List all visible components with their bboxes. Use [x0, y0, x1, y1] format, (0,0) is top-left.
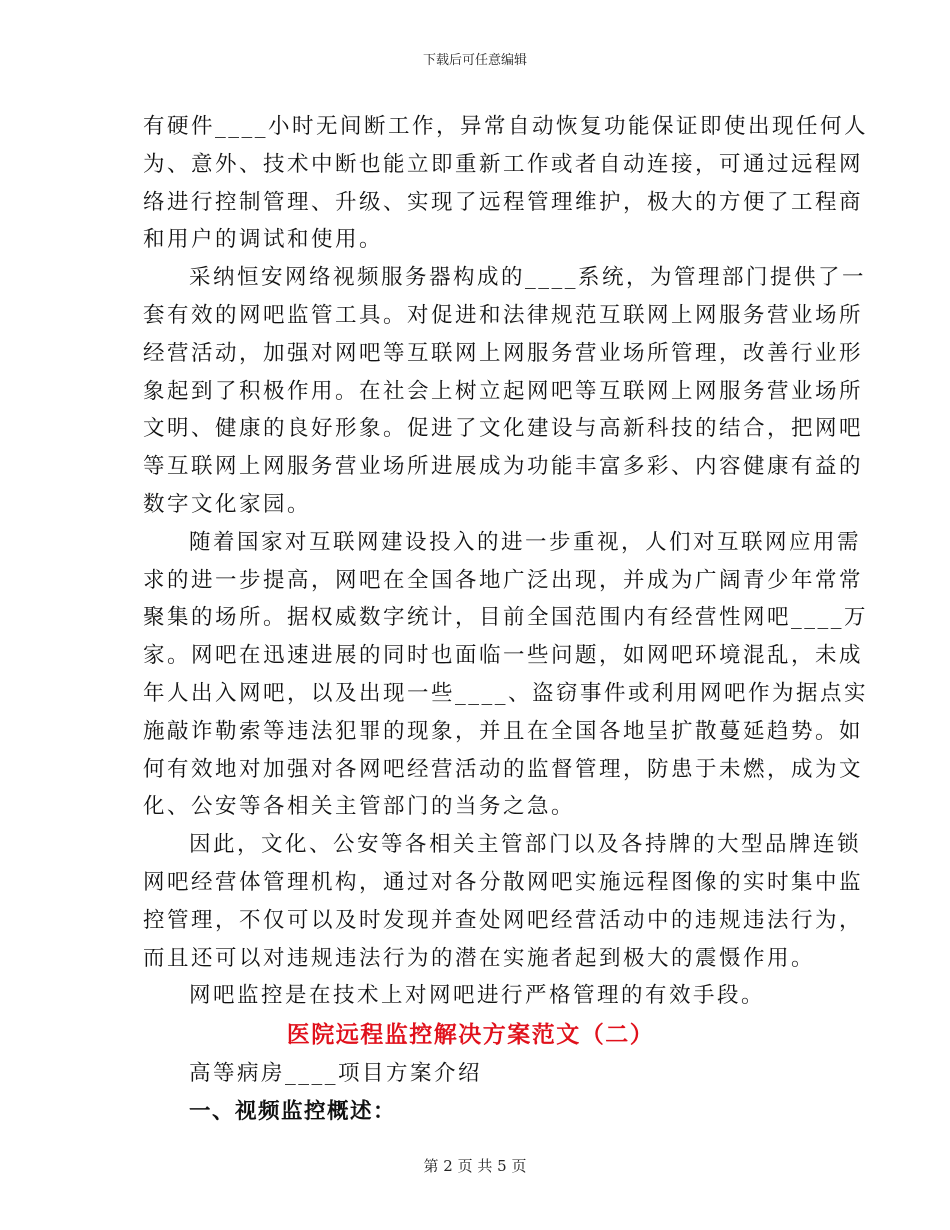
- text-line: 经营活动，加强对网吧等互联网上网服务营业场所管理，改善行业形: [143, 340, 864, 366]
- paragraph-3: [143, 524, 869, 826]
- page-header: 下载后可任意编辑: [422, 53, 527, 68]
- paragraph-4: [143, 826, 864, 977]
- text-line: 象起到了积极作用。在社会上树立起网吧等互联网上网服务营业场所: [143, 378, 864, 404]
- text-line: 施敲诈勒索等违法犯罪的现象，并且在全国各地呈扩散蔓延趋势。如: [143, 718, 864, 744]
- text-line: 文明、健康的良好形象。促进了文化建设与高新科技的结合，把网吧: [143, 416, 864, 442]
- page-footer: 第 2 页 共 5 页: [423, 1157, 527, 1175]
- bold-heading: 一、视频监控概述：: [189, 1098, 397, 1124]
- paragraph-1: [143, 108, 869, 259]
- document-body: [143, 108, 869, 1131]
- subheading: 高等病房____项目方案介绍: [189, 1061, 483, 1087]
- text-line: 家。网吧在迅速进展的同时也面临一些问题，如网吧环境混乱，未成: [143, 643, 864, 669]
- text-line: 采纳恒安网络视频服务器构成的____系统，为管理部门提供了一: [189, 265, 867, 291]
- text-line: 络进行控制管理、升级、实现了远程管理维护，极大的方便了工程商: [143, 189, 864, 215]
- text-line: 为、意外、技术中断也能立即重新工作或者自动连接，可通过远程网: [143, 151, 864, 177]
- text-line: 求的进一步提高，网吧在全国各地广泛出现，并成为广阔青少年常常: [143, 567, 864, 593]
- text-line: 而且还可以对违规违法行为的潜在实施者起到极大的震慑作用。: [143, 945, 816, 971]
- paragraph-5: [143, 977, 798, 1015]
- text-line: 随着国家对互联网建设投入的进一步重视，人们对互联网应用需: [189, 529, 862, 555]
- paragraph-2: [143, 259, 867, 524]
- text-line: 数字文化家园。: [143, 491, 312, 517]
- text-line: 年人出入网吧，以及出现一些____、盗窃事件或利用网吧作为据点实: [143, 680, 869, 706]
- text-line: 控管理，不仅可以及时发现并查处网吧经营活动中的违规违法行为，: [143, 907, 864, 933]
- text-line: 何有效地对加强对各网吧经营活动的监督管理，防患于未燃，成为文: [143, 756, 864, 782]
- text-line: 和用户的调试和使用。: [143, 227, 384, 253]
- text-line: 网吧监控是在技术上对网吧进行严格管理的有效手段。: [189, 983, 766, 1009]
- section-title: 医院远程监控解决方案范文（二）: [286, 1022, 655, 1049]
- text-line: 化、公安等各相关主管部门的当务之急。: [143, 794, 576, 820]
- text-line: 因此，文化、公安等各相关主管部门以及各持牌的大型品牌连锁: [189, 832, 862, 858]
- text-line: 聚集的场所。据权威数字统计，目前全国范围内有经营性网吧____万: [143, 605, 869, 631]
- text-line: 网吧经营体管理机构，通过对各分散网吧实施远程图像的实时集中监: [143, 869, 864, 895]
- text-line: 等互联网上网服务营业场所进展成为功能丰富多彩、内容健康有益的: [143, 454, 864, 480]
- text-line: 有硬件____小时无间断工作，异常自动恢复功能保证即使出现任何人: [143, 114, 869, 139]
- text-line: 套有效的网吧监管工具。对促进和法律规范互联网上网服务营业场所: [143, 302, 864, 328]
